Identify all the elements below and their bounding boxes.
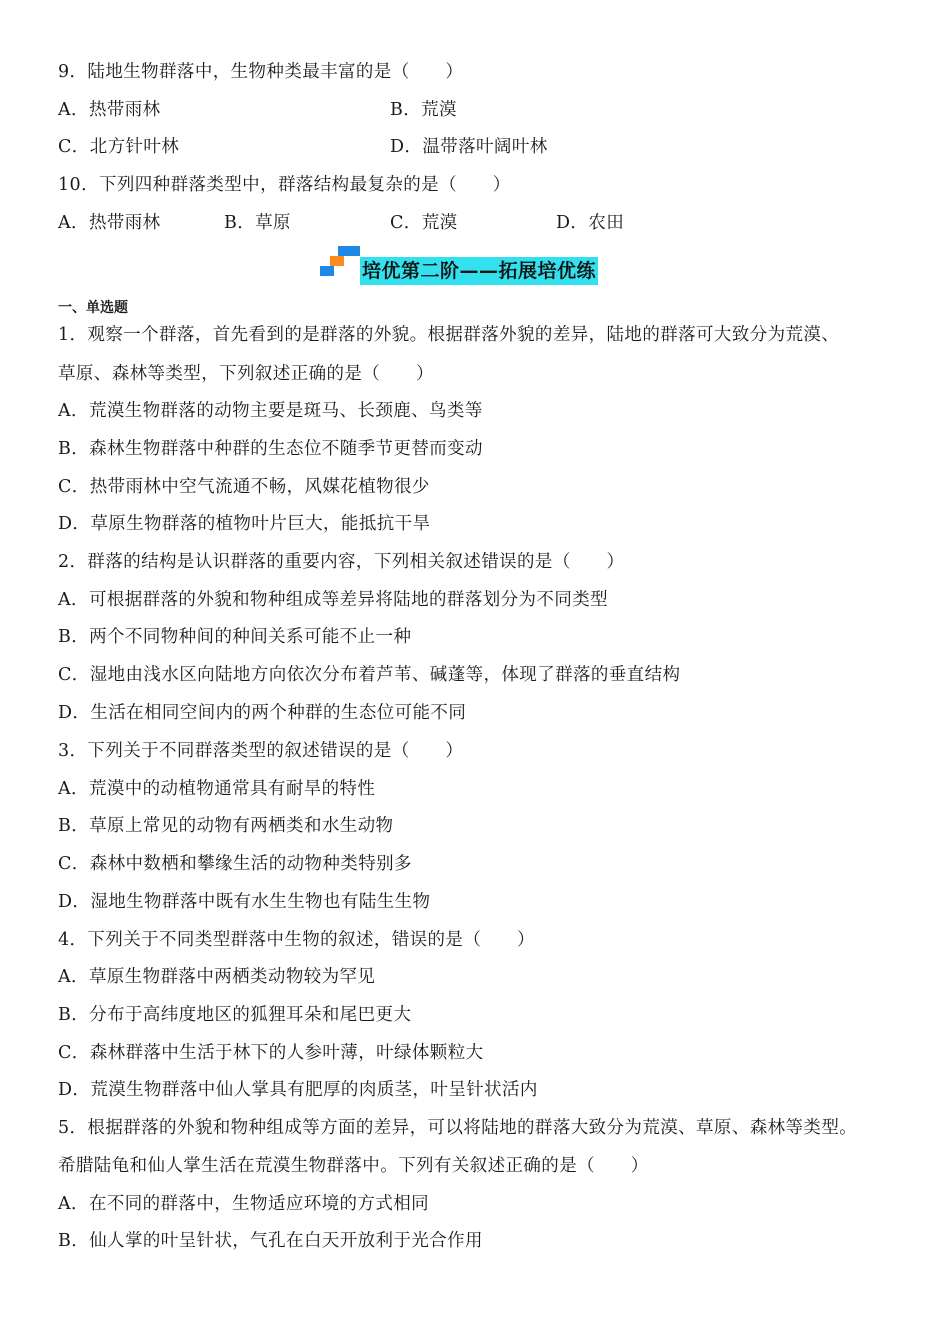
question-3-option-a: A．荒漠中的动植物通常具有耐旱的特性 bbox=[58, 779, 376, 799]
question-9-option-c: C．北方针叶林 bbox=[58, 137, 180, 157]
question-2-stem: 2．群落的结构是认识群落的重要内容，下列相关叙述错误的是（ ） bbox=[58, 552, 625, 572]
question-5-option-b: B．仙人掌的叶呈针状，气孔在白天开放利于光合作用 bbox=[58, 1231, 483, 1251]
question-10-stem: 10．下列四种群落类型中，群落结构最复杂的是（ ） bbox=[58, 175, 511, 195]
question-1-option-b: B．森林生物群落中种群的生态位不随季节更替而变动 bbox=[58, 439, 483, 459]
question-1-option-a: A．荒漠生物群落的动物主要是斑马、长颈鹿、鸟类等 bbox=[58, 401, 483, 421]
question-1-option-c: C．热带雨林中空气流通不畅，风媒花植物很少 bbox=[58, 477, 430, 497]
question-1-option-d: D．草原生物群落的植物叶片巨大，能抵抗干旱 bbox=[58, 514, 431, 534]
question-10-option-c: C．荒漠 bbox=[390, 213, 458, 233]
question-1-stem-line-1: 1．观察一个群落，首先看到的是群落的外貌。根据群落外貌的差异，陆地的群落可大致分为荒漠、 bbox=[58, 325, 840, 345]
question-4-option-d: D．荒漠生物群落中仙人掌具有肥厚的肉质茎，叶呈针状活内 bbox=[58, 1080, 538, 1100]
question-9-option-a: A．热带雨林 bbox=[58, 100, 161, 120]
banner-title: 培优第二阶——拓展培优练 bbox=[360, 257, 598, 285]
question-9-option-b: B．荒漠 bbox=[390, 100, 457, 120]
stair-blocks-icon bbox=[318, 244, 364, 282]
question-3-stem: 3．下列关于不同群落类型的叙述错误的是（ ） bbox=[58, 741, 464, 761]
section-heading: 一、单选题 bbox=[58, 300, 128, 316]
question-5-option-a: A．在不同的群落中，生物适应环境的方式相同 bbox=[58, 1194, 430, 1214]
question-1-stem-line-2: 草原、森林等类型，下列叙述正确的是（ ） bbox=[58, 364, 434, 384]
question-5-stem-line-1: 5．根据群落的外貌和物种组成等方面的差异，可以将陆地的群落大致分为荒漠、草原、森林等类型。 bbox=[58, 1118, 858, 1138]
question-2-option-d: D．生活在相同空间内的两个种群的生态位可能不同 bbox=[58, 703, 467, 723]
section-banner bbox=[318, 244, 638, 284]
question-2-option-c: C．湿地由浅水区向陆地方向依次分布着芦苇、碱蓬等，体现了群落的垂直结构 bbox=[58, 665, 681, 685]
question-2-option-a: A．可根据群落的外貌和物种组成等差异将陆地的群落划分为不同类型 bbox=[58, 590, 609, 610]
question-3-option-c: C．森林中数栖和攀缘生活的动物种类特别多 bbox=[58, 854, 412, 874]
question-10-option-d: D．农田 bbox=[556, 213, 625, 233]
question-9-stem: 9．陆地生物群落中，生物种类最丰富的是（ ） bbox=[58, 62, 464, 82]
question-4-option-a: A．草原生物群落中两栖类动物较为罕见 bbox=[58, 967, 376, 987]
question-4-option-b: B．分布于高纬度地区的狐狸耳朵和尾巴更大 bbox=[58, 1005, 412, 1025]
question-4-option-c: C．森林群落中生活于林下的人参叶薄，叶绿体颗粒大 bbox=[58, 1043, 484, 1063]
question-3-option-d: D．湿地生物群落中既有水生生物也有陆生生物 bbox=[58, 892, 431, 912]
question-4-stem: 4．下列关于不同类型群落中生物的叙述，错误的是（ ） bbox=[58, 930, 535, 950]
question-10-option-b: B．草原 bbox=[224, 213, 291, 233]
question-2-option-b: B．两个不同物种间的种间关系可能不止一种 bbox=[58, 627, 412, 647]
question-3-option-b: B．草原上常见的动物有两栖类和水生动物 bbox=[58, 816, 394, 836]
question-5-stem-line-2: 希腊陆龟和仙人掌生活在荒漠生物群落中。下列有关叙述正确的是（ ） bbox=[58, 1156, 649, 1176]
question-9-option-d: D．温带落叶阔叶林 bbox=[390, 137, 548, 157]
question-10-option-a: A．热带雨林 bbox=[58, 213, 161, 233]
